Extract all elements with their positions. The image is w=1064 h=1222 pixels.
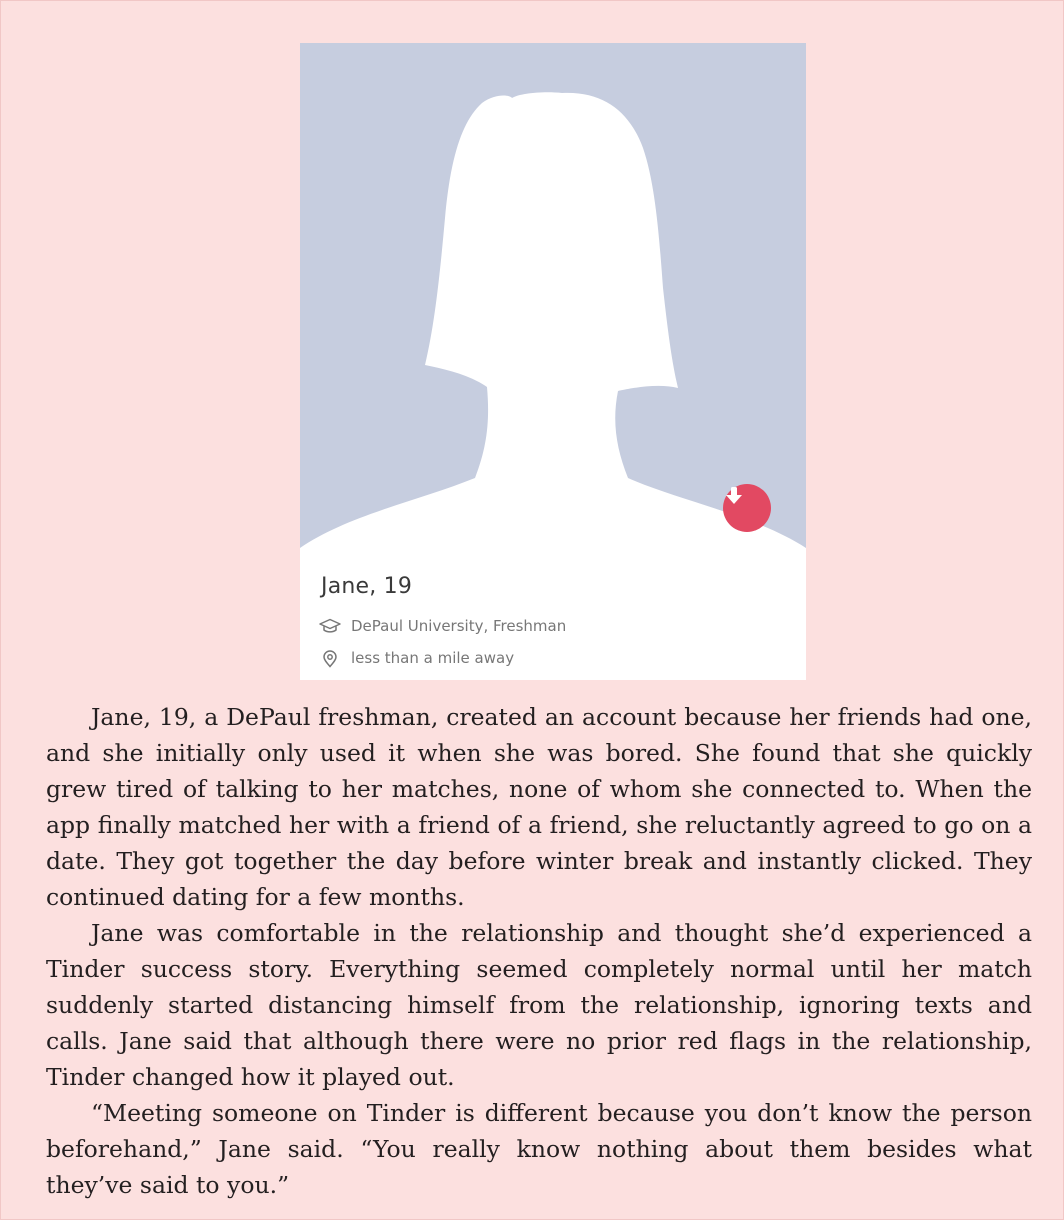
arrow-down-icon: [723, 484, 745, 508]
profile-school: DePaul University, Freshman: [351, 617, 567, 635]
article-body: [46, 699, 1032, 1203]
arrow-down-button[interactable]: [723, 484, 771, 532]
profile-distance-row: [319, 649, 514, 667]
profile-school-row: [319, 617, 566, 635]
location-pin-icon: [319, 650, 341, 666]
profile-photo-placeholder: [300, 43, 806, 593]
article-paragraph: “Meeting someone on Tinder is different because you don’t know the person beforehand,” Jane said. “You really know nothing about them besides what they’ve said to you.”: [46, 1099, 1032, 1199]
profile-card[interactable]: [300, 43, 806, 680]
profile-name-age: Jane, 19: [321, 574, 413, 599]
graduation-cap-icon: [319, 618, 341, 634]
profile-distance: less than a mile away: [351, 649, 515, 667]
article-paragraph: Jane, 19, a DePaul freshman, created an account because her friends had one, and she initially only used it when she was bored. She found that she quickly grew tired of talking to her matches, none of whom she connected to. When the app finally matched her with a friend of a friend, she reluctantly agreed to go on a date. They got together the day before winter break and instantly clicked. They continued dating for a few months.: [46, 703, 1032, 911]
article-paragraph: Jane was comfortable in the relationship and thought she’d experienced a Tinder success story. Everything seemed completely normal until her match suddenly started distancing himself from the relationship, ignoring texts and calls. Jane said that although there were no prior red flags in the relationship, Tinder changed how it played out.: [46, 919, 1032, 1091]
